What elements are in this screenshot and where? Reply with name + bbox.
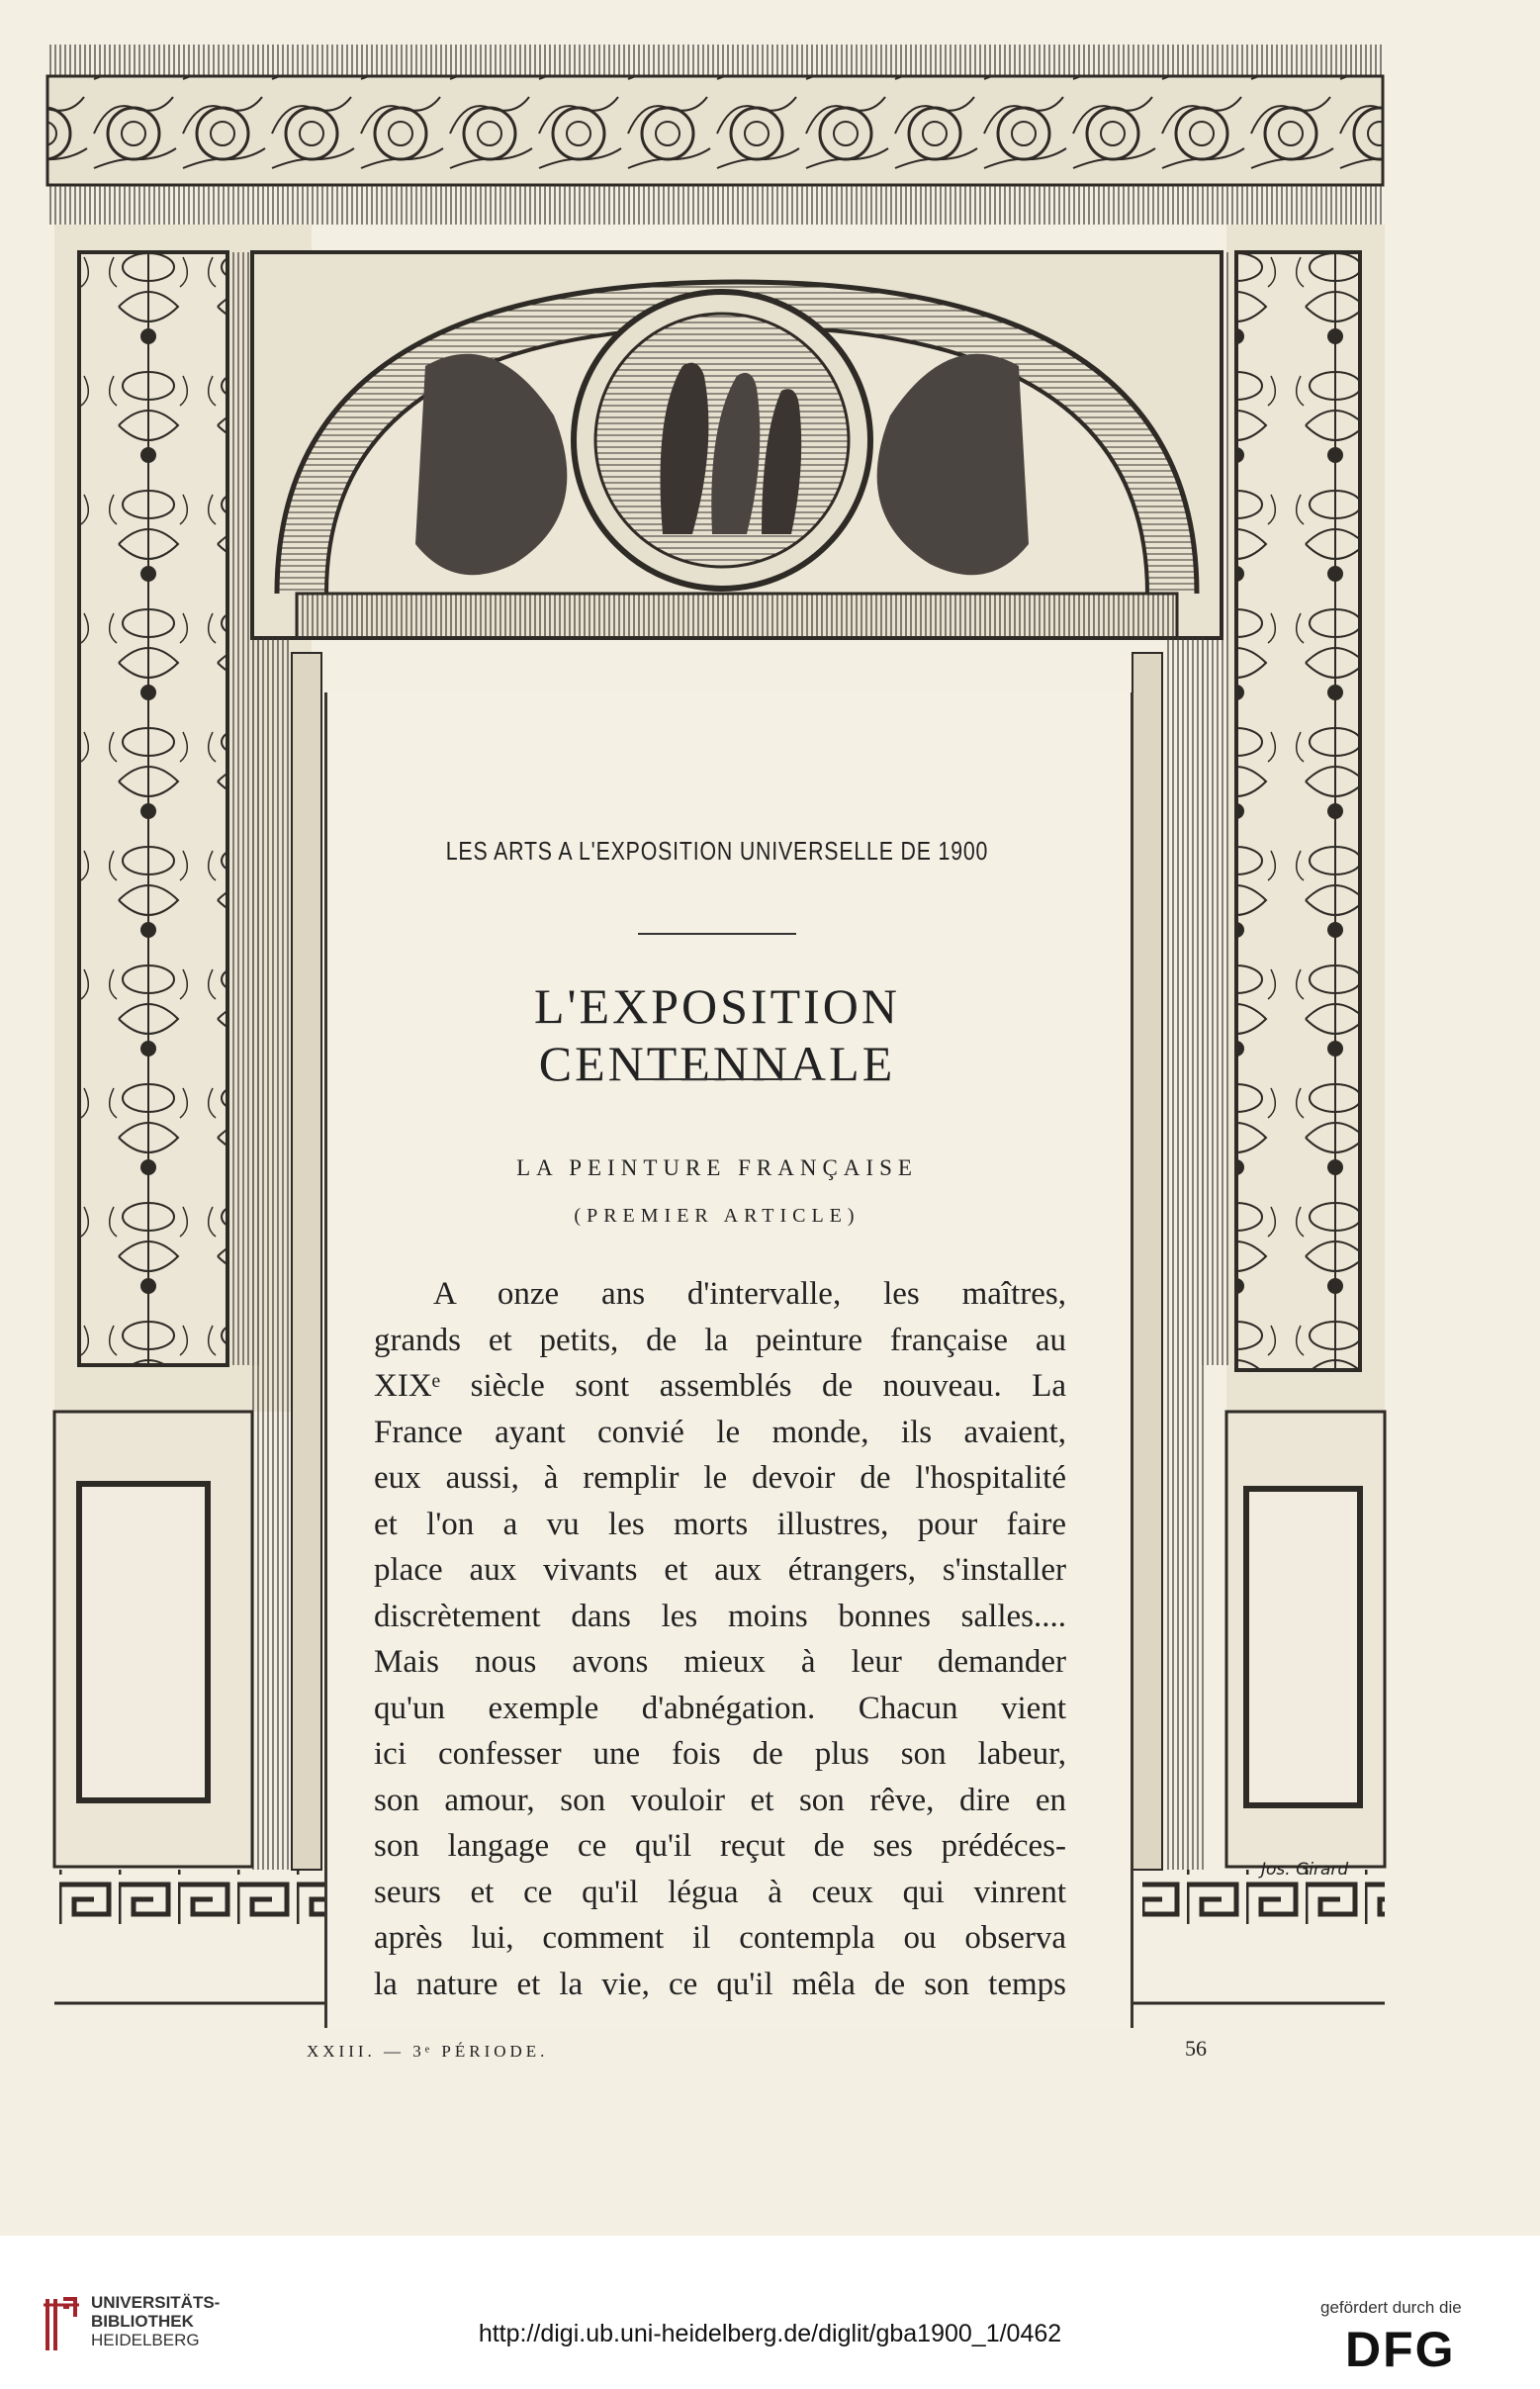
body-line: la nature et la vie, ce qu'il mêla de son temps [374, 1966, 1066, 2002]
body-line: discrètement dans les moins bonnes salles.... [374, 1598, 1066, 1634]
title-rule-bottom [638, 1078, 796, 1080]
body-line: après lui, comment il contempla ou observa [374, 1920, 1066, 1956]
body-line: A onze ans d'intervalle, les maîtres, [433, 1276, 1066, 1312]
volume-footer: XXIII. — 3ᵉ PÉRIODE. [307, 2042, 549, 2061]
title-rule-top [638, 933, 796, 935]
body-line: Mais nous avons mieux à leur demander [374, 1644, 1066, 1680]
article-part-label: (PREMIER ARTICLE) [574, 1205, 861, 1227]
library-name-line2: BIBLIOTHEK [91, 2312, 194, 2331]
body-line: France ayant convié le monde, ils avaient, [374, 1414, 1066, 1450]
body-text [374, 1271, 1066, 2007]
body-line: qu'un exemple d'abnégation. Chacun vient [374, 1690, 1066, 1726]
funded-by-label: gefördert durch die [1320, 2298, 1462, 2317]
body-line: son langage ce qu'il reçut de ses prédéces- [374, 1828, 1066, 1864]
body-line: eux aussi, à remplir le devoir de l'hospitalité [374, 1460, 1066, 1496]
series-title: LES ARTS A L'EXPOSITION UNIVERSELLE DE 1900 [445, 836, 989, 866]
article-subtitle: LA PEINTURE FRANÇAISE [516, 1155, 918, 1180]
engraver-signature: Jos. Girard [1261, 1860, 1349, 1880]
library-name-line1: UNIVERSITÄTS- [91, 2293, 221, 2312]
body-line: grands et petits, de la peinture française au [374, 1322, 1066, 1358]
library-name-line3: HEIDELBERG [91, 2331, 200, 2349]
body-line: ici confesser une fois de plus son labeur, [374, 1736, 1066, 1772]
body-line: XIXᵉ siècle sont assemblés de nouveau. La [374, 1368, 1066, 1404]
permalink-url[interactable]: http://digi.ub.uni-heidelberg.de/diglit/gba1900_1/0462 [478, 2320, 1062, 2347]
page-number: 56 [1185, 2036, 1207, 2061]
body-line: son amour, son vouloir et son rêve, dire en [374, 1782, 1066, 1818]
body-line: seurs et ce qu'il légua à ceux qui vinrent [374, 1874, 1066, 1910]
body-line: place aux vivants et aux étrangers, s'installer [374, 1552, 1066, 1588]
article-title: L'EXPOSITION CENTENNALE [534, 978, 900, 1091]
dfg-logo: DFG [1345, 2322, 1456, 2377]
archive-bar [0, 2236, 1540, 2389]
body-line: et l'on a vu les morts illustres, pour faire [374, 1506, 1066, 1542]
